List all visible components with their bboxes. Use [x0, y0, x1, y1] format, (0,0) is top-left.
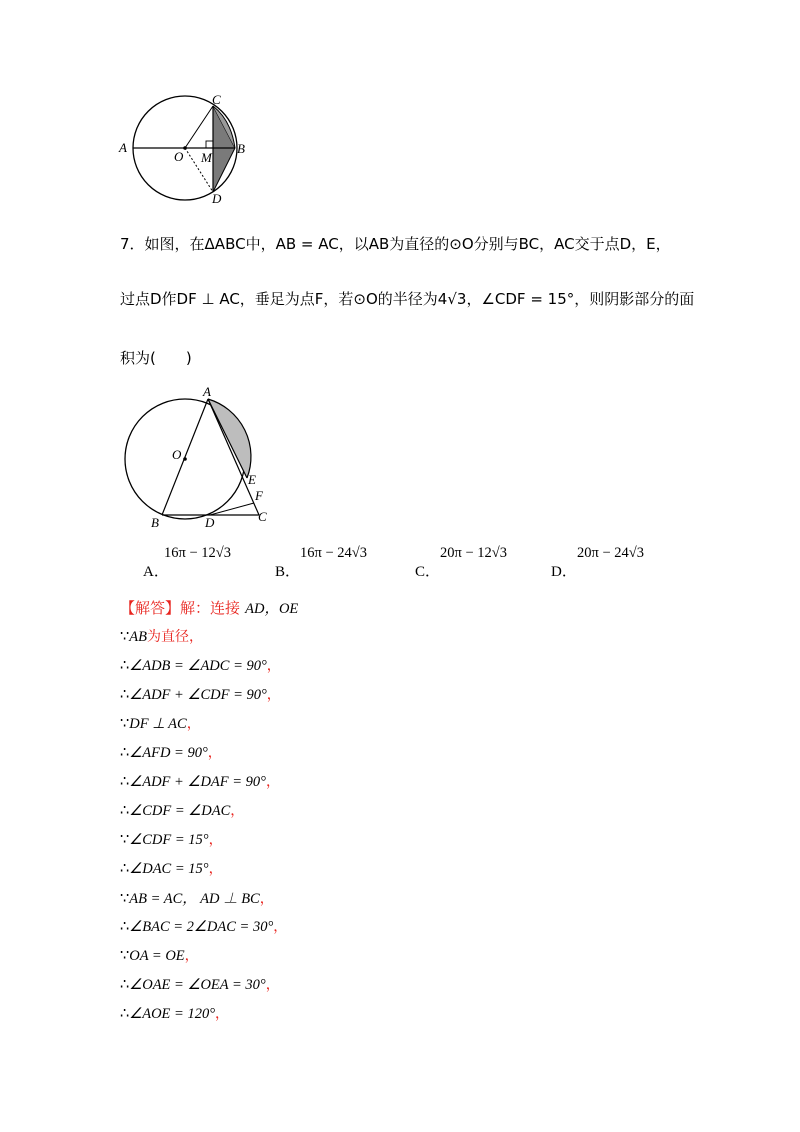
solution-step: [120, 771, 280, 791]
solution-step: [120, 655, 281, 675]
label-a: A: [119, 140, 127, 155]
solution-step-expression: DF ⊥ AC: [129, 716, 187, 732]
label-m: M: [201, 150, 212, 165]
label-d: D: [212, 191, 222, 205]
solution-step-tail: ，: [265, 977, 280, 993]
option-a[interactable]: [143, 560, 169, 581]
problem-line-2: 过点D作DF ⊥ AC，垂足为点F，若⊙O的半径为4√3，∠CDF = 15°，则阴影部分的面: [120, 290, 695, 308]
label-c: C: [212, 92, 221, 107]
solution-step-symbol: ∵: [120, 716, 130, 732]
solution-step-tail: 为直径，: [146, 629, 203, 645]
option-d-label: D．: [551, 564, 577, 580]
solution-step-tail: ，: [273, 919, 288, 935]
solution-step-expression: ∠AOE = 120°: [129, 1006, 216, 1022]
solution-step-symbol: ∴: [120, 861, 130, 877]
solution-step-expression: ∠CDF = 15°: [129, 832, 209, 848]
radius-oc: [185, 106, 213, 148]
solution-step-expression: OA = OE: [129, 948, 185, 964]
option-c-label: C．: [415, 564, 441, 580]
solution-step-tail: ，: [230, 803, 245, 819]
label-b: B: [151, 515, 159, 530]
option-b-value: 16π − 24√3: [300, 545, 367, 561]
segment-df: [210, 503, 254, 515]
solution-step: [120, 858, 223, 878]
solution-step-symbol: ∵: [120, 629, 130, 645]
solution-step: [120, 626, 203, 646]
solution-step-symbol: ∴: [120, 745, 130, 761]
solution-step-expression: AB = AC， AD ⊥ BC: [129, 891, 260, 907]
option-b-label: B．: [275, 564, 301, 580]
solution-header: [120, 597, 298, 618]
solution-step-expression: ∠ADF + ∠CDF = 90°: [129, 687, 267, 703]
solution-step: [120, 829, 223, 849]
center-dot: [183, 146, 187, 150]
solution-header-math: AD，OE: [245, 601, 299, 617]
solution-step-expression: ∠OAE = ∠OEA = 30°: [129, 977, 266, 993]
label-c: C: [258, 509, 267, 524]
solution-step-expression: ∠ADB = ∠ADC = 90°: [129, 658, 267, 674]
solution-step-tail: ，: [215, 1006, 230, 1022]
solution-step-symbol: ∴: [120, 774, 130, 790]
problem-number: 7．: [120, 235, 145, 253]
problem-text-1: 如图，在ΔABC中，AB = AC，以AB为直径的⊙O分别与BC，AC交于点D，E，: [144, 235, 671, 253]
solution-header-label: 【解答】解：连接: [120, 599, 241, 617]
solution-step-tail: ，: [186, 716, 201, 732]
solution-step-symbol: ∵: [120, 891, 130, 907]
solution-step-symbol: ∵: [120, 948, 130, 964]
solution-step-expression: ∠DAC = 15°: [129, 861, 209, 877]
label-a: A: [203, 384, 211, 399]
solution-step: [120, 945, 199, 965]
solution-step-expression: ∠AFD = 90°: [129, 745, 208, 761]
option-c[interactable]: [415, 560, 440, 581]
option-d[interactable]: [551, 560, 577, 581]
solution-step: [120, 916, 287, 936]
solution-step-symbol: ∴: [120, 658, 130, 674]
solution-step: [120, 887, 274, 908]
solution-step-tail: ，: [184, 948, 199, 964]
solution-step-expression: ∠ADF + ∠DAF = 90°: [129, 774, 266, 790]
solution-step-symbol: ∴: [120, 803, 130, 819]
figure-circle-chord: [115, 90, 265, 205]
problem-line-3: 积为( ): [120, 349, 192, 367]
option-d-value: 20π − 24√3: [577, 545, 644, 561]
solution-step-tail: ，: [266, 687, 281, 703]
solution-step: [120, 742, 222, 762]
solution-step: [120, 800, 244, 820]
solution-step: [120, 713, 201, 733]
label-b: B: [237, 141, 245, 156]
label-o: O: [172, 447, 182, 462]
solution-step-tail: ，: [259, 891, 274, 907]
right-angle-mark: [206, 141, 213, 148]
label-d: D: [205, 515, 215, 530]
solution-step-symbol: ∴: [120, 977, 130, 993]
solution-step-expression: ∠CDF = ∠DAC: [129, 803, 231, 819]
side-ab: [162, 399, 208, 515]
solution-step-symbol: ∵: [120, 832, 130, 848]
option-c-value: 20π − 12√3: [440, 545, 507, 561]
solution-step-symbol: ∴: [120, 919, 130, 935]
solution-step: [120, 974, 280, 994]
figure-triangle-circle: [115, 382, 285, 530]
solution-step: [120, 684, 281, 704]
solution-step-tail: ，: [208, 861, 223, 877]
solution-step-tail: ，: [265, 774, 280, 790]
solution-step-tail: ，: [208, 832, 223, 848]
label-f: F: [255, 488, 263, 503]
solution-step-symbol: ∴: [120, 1006, 130, 1022]
solution-step-symbol: ∴: [120, 687, 130, 703]
solution-step-expression: AB: [129, 629, 147, 645]
center-dot: [183, 457, 187, 461]
problem-line-1: [120, 233, 671, 254]
solution-step-expression: ∠BAC = 2∠DAC = 30°: [129, 919, 274, 935]
label-e: E: [248, 472, 256, 487]
option-a-value: 16π − 12√3: [164, 545, 231, 561]
solution-step-tail: ，: [266, 658, 281, 674]
solution-step-tail: ，: [207, 745, 222, 761]
option-a-label: A．: [143, 564, 169, 580]
solution-step: [120, 1003, 229, 1023]
option-b[interactable]: [275, 560, 300, 581]
label-o: O: [174, 149, 184, 164]
